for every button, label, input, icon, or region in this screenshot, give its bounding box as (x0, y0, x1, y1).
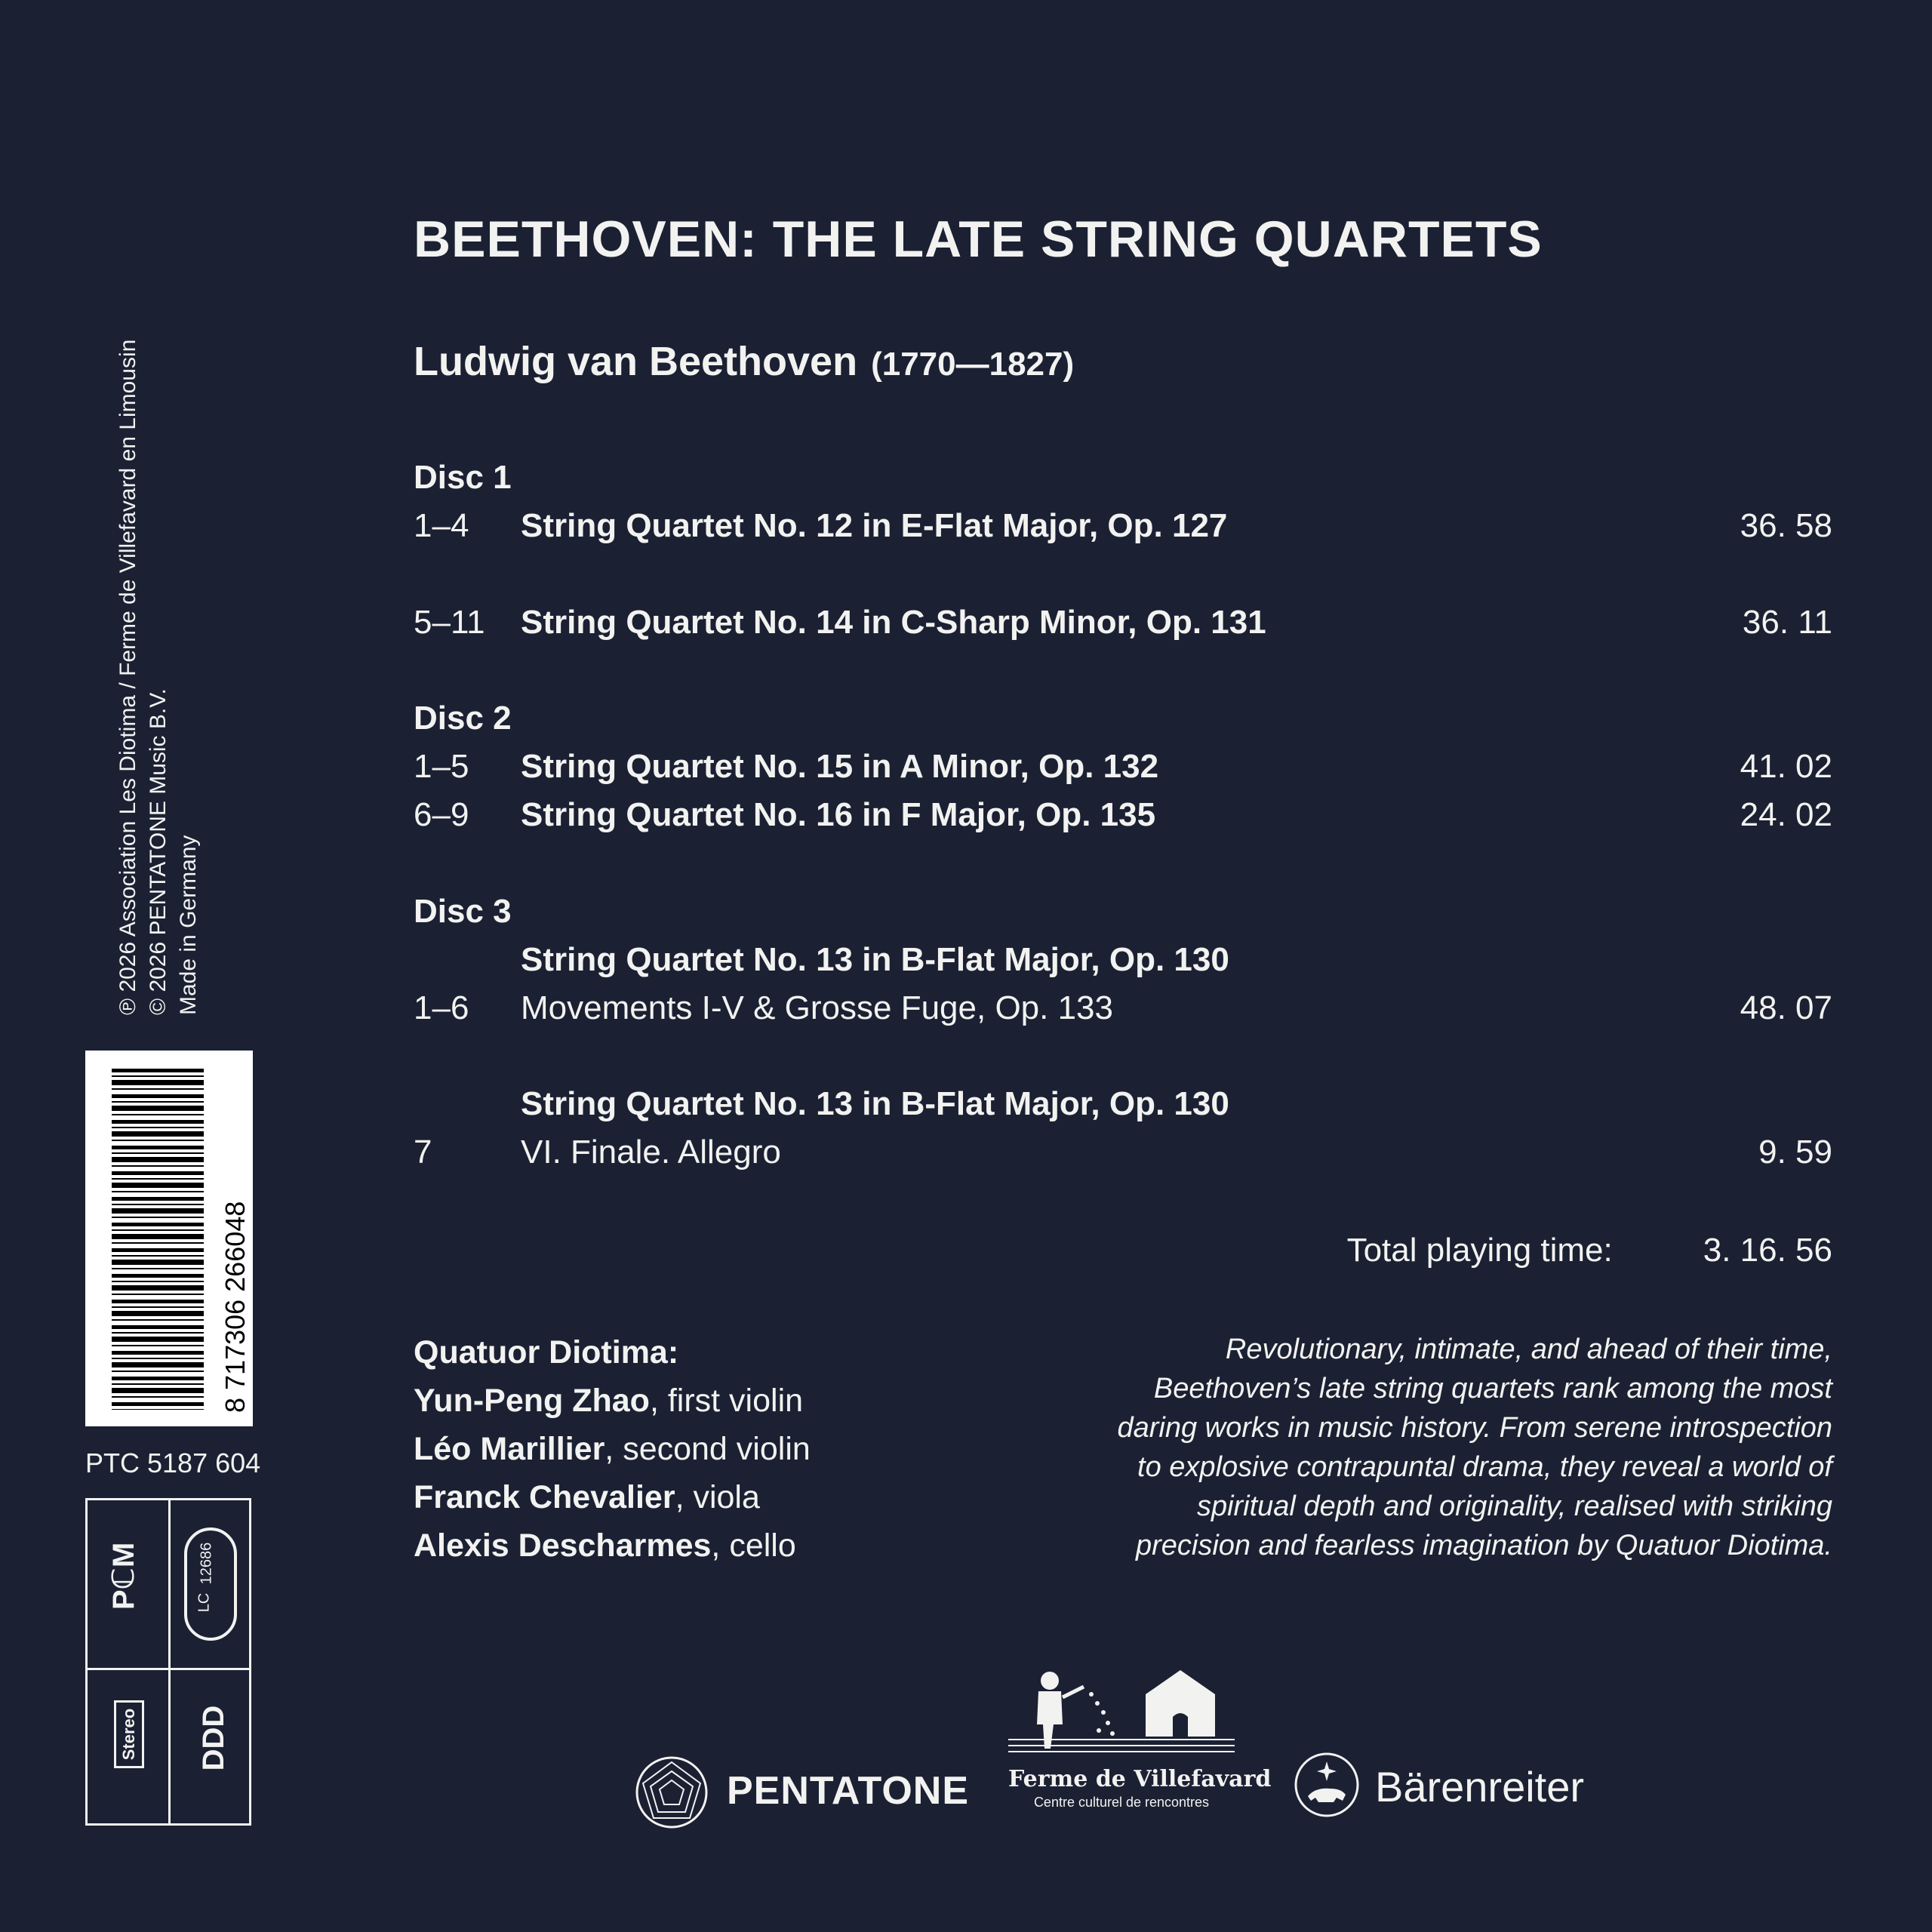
total-playing-time (1347, 1232, 1832, 1269)
track-row (414, 796, 1832, 841)
divider (88, 1668, 249, 1670)
description-line: spiritual depth and originality, realised with striking (1196, 1491, 1832, 1522)
member-role: , second violin (605, 1431, 811, 1467)
barenreiter-logo-text: Bärenreiter (1375, 1763, 1585, 1810)
format-marks-box (85, 1498, 251, 1826)
track-duration: 48. 07 (1740, 989, 1832, 1026)
label-code-mark (184, 1527, 237, 1641)
member-role: , first violin (649, 1383, 804, 1419)
member-line (414, 1425, 811, 1473)
track-duration: 36. 11 (1742, 604, 1832, 641)
track-number: 6–9 (414, 796, 469, 833)
album-title: BEETHOVEN: THE LATE STRING QUARTETS (414, 211, 1543, 268)
track-row (414, 989, 1832, 1035)
composer-line (414, 338, 1074, 385)
label-code-prefix: LC (195, 1592, 213, 1613)
barenreiter-bear-icon (1293, 1751, 1361, 1819)
track-work: VI. Finale. Allegro (521, 1134, 781, 1171)
composer-years: (1770—1827) (871, 346, 1075, 383)
ensemble-label: Quatuor Diotima: (414, 1334, 679, 1371)
description-line: precision and fearless imagination by Quatuor Diotima. (1135, 1530, 1832, 1561)
member-name: Alexis Descharmes (414, 1527, 712, 1564)
divider (168, 1500, 171, 1823)
description-line: Revolutionary, intimate, and ahead of their time, (1225, 1334, 1832, 1365)
member-role: , cello (711, 1527, 796, 1564)
member-line (414, 1377, 811, 1425)
track-work: String Quartet No. 12 in E-Flat Major, Op. 127 (521, 507, 1228, 544)
member-name: Yun-Peng Zhao (414, 1383, 650, 1419)
track-duration: 36. 58 (1740, 507, 1832, 544)
ferme-de-villefavard-logo-art (1008, 1664, 1235, 1758)
description-line: to explosive contrapuntal drama, they reveal a world of (1137, 1451, 1832, 1483)
member-name: Léo Marillier (414, 1431, 605, 1467)
track-row (414, 1134, 1832, 1179)
description-line: daring works in music history. From serene introspection (1117, 1412, 1832, 1444)
track-row (414, 604, 1832, 649)
pcm-mark: PℂM (107, 1542, 140, 1610)
pentatone-logo-text: PENTATONE (727, 1769, 970, 1813)
stereo-mark: Stereo (114, 1700, 144, 1768)
ensemble-credits (414, 1328, 811, 1570)
label-code-number: 12686 (198, 1542, 215, 1585)
copyright: © 2026 PENTATONE Music B.V. (146, 688, 171, 1015)
pentatone-logo-icon (634, 1755, 709, 1830)
track-work: String Quartet No. 15 in A Minor, Op. 132 (521, 748, 1159, 785)
barcode-digits: 8 717306 266048 (220, 1201, 251, 1413)
ferme-de-villefavard-logo-text: Ferme de Villefavard (1008, 1766, 1272, 1792)
member-role: , viola (675, 1479, 760, 1515)
track-work: String Quartet No. 14 in C-Sharp Minor, Op. 131 (521, 604, 1266, 641)
disc-1-heading: Disc 1 (414, 459, 512, 496)
barcode (85, 1051, 253, 1426)
track-work-heading-row (414, 1085, 1832, 1131)
track-row (414, 748, 1832, 793)
track-work-heading: String Quartet No. 13 in B-Flat Major, Op. 130 (521, 1085, 1229, 1122)
total-label: Total playing time: (1346, 1232, 1613, 1269)
disc-3-heading: Disc 3 (414, 893, 512, 930)
phonographic-copyright: ℗ 2026 Association Les Diotima / Ferme de Villefavard en Limousin (115, 339, 140, 1015)
track-duration: 24. 02 (1740, 796, 1832, 833)
track-work: Movements I-V & Grosse Fuge, Op. 133 (521, 989, 1113, 1026)
track-work: String Quartet No. 16 in F Major, Op. 135 (521, 796, 1156, 833)
barcode-bars (112, 1069, 204, 1410)
ferme-de-villefavard-subtitle: Centre culturel de rencontres (1033, 1795, 1210, 1810)
disc-2-heading: Disc 2 (414, 700, 512, 737)
track-duration: 41. 02 (1740, 748, 1832, 785)
track-number: 5–11 (414, 604, 485, 641)
member-line (414, 1521, 811, 1570)
ddd-mark: DDD (197, 1705, 230, 1771)
made-in: Made in Germany (176, 835, 201, 1015)
track-number: 1–5 (414, 748, 469, 785)
member-line (414, 1473, 811, 1521)
track-number: 1–6 (414, 989, 469, 1026)
member-name: Franck Chevalier (414, 1479, 675, 1515)
track-work-heading: String Quartet No. 13 in B-Flat Major, Op. 130 (521, 941, 1229, 978)
album-description (957, 1330, 1832, 1565)
track-number: 1–4 (414, 507, 469, 544)
track-duration: 9. 59 (1758, 1134, 1832, 1171)
track-work-heading-row (414, 941, 1832, 986)
track-row (414, 507, 1832, 552)
legal-notice (113, 185, 204, 1015)
description-line: Beethoven’s late string quartets rank among the most (1153, 1373, 1832, 1404)
track-number: 7 (414, 1134, 432, 1171)
total-value: 3. 16. 56 (1703, 1232, 1832, 1269)
composer-name: Ludwig van Beethoven (414, 339, 858, 384)
catalog-number: PTC 5187 604 (85, 1447, 261, 1478)
